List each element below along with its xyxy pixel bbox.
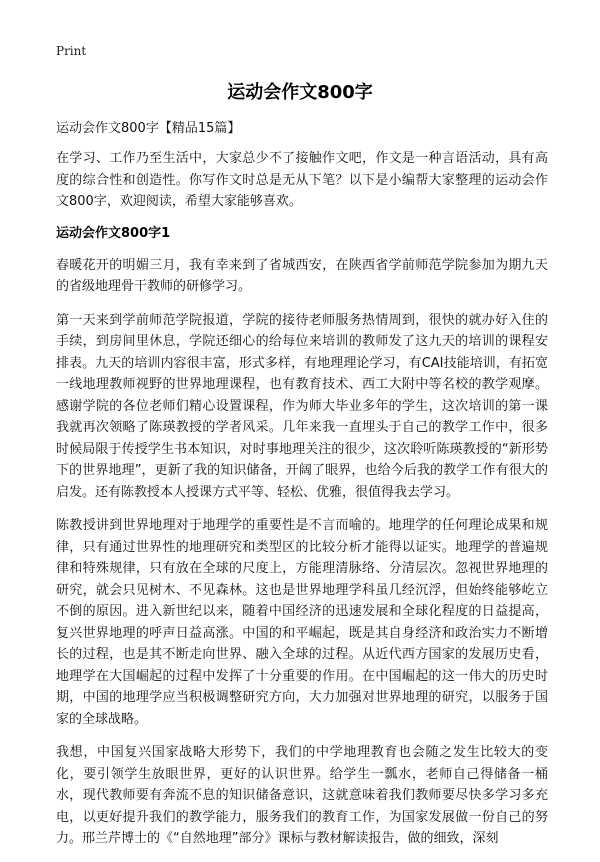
document-body [56, 120, 548, 862]
document-subtitle: 运动会作文800字【精品15篇】 [56, 121, 241, 136]
body-paragraph-3: 陈教授讲到世界地理对于地理学的重要性是不言而喻的。地理学的任何理论成果和规律，只有通过世界性的地理研究和类型区的比较分析才能得以证实。地理学的普遍规律和特殊规律，只有放在全球的尺度上，方能理清脉络、分清层次。忽视世界地理的研究，就会只见树木、不见森林。这也是世界地理学科虽几经沉浮，但始终能够屹立不倒的原因。进入新世纪以来，随着中国经济的迅速发展和全球化程度的日益提高，复兴世界地理的呼声日益高涨。中国的和平崛起，既是其自身经济和政治实力不断增长的过程，也是其不断走向世界、融入全球的过程。从近代西方国家的发展历史看，地理学在大国崛起的过程中发挥了十分重要的作用。在中国崛起的这一伟大的历史时期，中国的地理学应当积极调整研究方向，大力加强对世界地理的研究，以服务于国家的全球战略。 [56, 518, 548, 727]
intro-paragraph: 在学习、工作乃至生活中，大家总少不了接触作文吧，作文是一种言语活动，具有高度的综合性和创造性。你写作文时总是无从下笔？以下是小编帮大家整理的运动会作文800字，欢迎阅读，希望大家能够喜欢。 [56, 151, 548, 209]
document-title: 运动会作文800字 [227, 82, 373, 103]
print-label: Print [56, 44, 87, 58]
section-heading: 运动会作文800字1 [56, 225, 171, 241]
body-paragraph-1: 春暖花开的明媚三月，我有幸来到了省城西安，在陕西省学前师范学院参加为期九天的省级地理骨干教师的研修学习。 [56, 257, 548, 294]
body-paragraph-4: 我想，中国复兴国家战略大形势下，我们的中学地理教育也会随之发生比较大的变化，要引领学生放眼世界，更好的认识世界。给学生一瓢水，老师自己得储备一桶水，现代教师要有奔流不息的知识储备意识，这就意味着我们教师要尽快多学习多充电，以更好提升我们的教学能力，服务我们的教育工作，为国家发展做一份自己的努力。邢兰芹博士的《“自然地理”部分》课标与教材解读报告，做的细致，深刻 [56, 745, 548, 846]
body-paragraph-2: 第一天来到学前师范学院报道，学院的接待老师服务热情周到，很快的就办好入住的手续，到房间里休息，学院还细心的给每位来培训的教师发了这九天的培训的课程安排表。九天的培训内容很丰富，形式多样，有地理理论学习，有CAI技能培训，有拓宽一线地理教师视野的世界地理课程，也有教育技术、西工大附中等名校的教学观摩。感谢学院的各位老师们精心设置课程，作为师大毕业多年的学生，这次培训的第一课我就再次领略了陈瑛教授的学者风采。几年来我一直埋头于自己的教学工作中，很多时候局限于传授学生书本知识，对时事地理关注的很少，这次聆听陈瑛教授的“新形势下的世界地理”，更新了我的知识储备，开阔了眼界，也给今后我的教学工作有很大的启发。还有陈教授本人授课方式平等、轻松、优雅，很值得我去学习。 [56, 312, 548, 500]
